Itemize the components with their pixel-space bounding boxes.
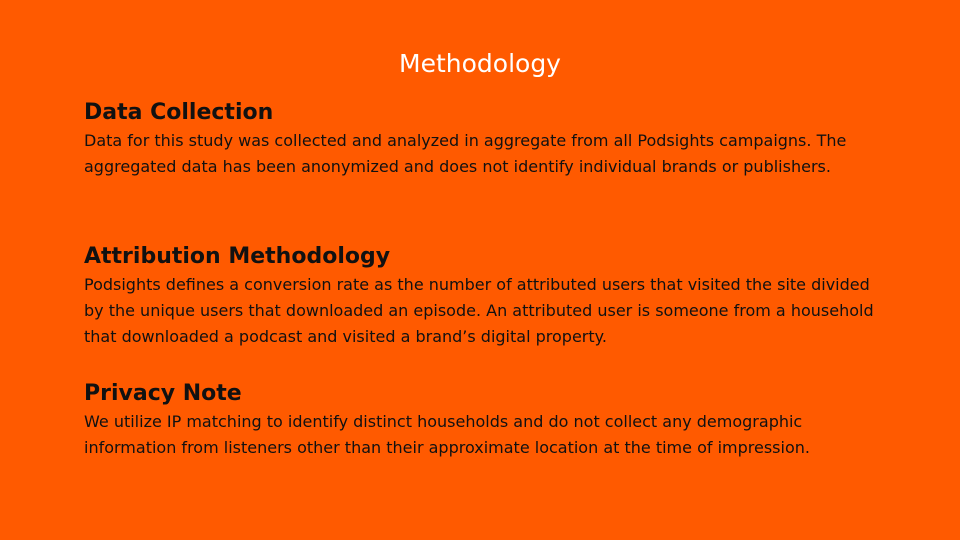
section-body: We utilize IP matching to identify distinct households and do not collect any demographic information from listeners other than their approximate location at the time of impression. <box>84 412 810 457</box>
section-data-collection <box>84 98 884 180</box>
section-heading: Data Collection <box>84 100 274 125</box>
section-attribution-methodology <box>84 242 884 350</box>
section-heading: Privacy Note <box>84 381 242 406</box>
section-privacy-note <box>84 379 884 461</box>
section-body: Podsights defines a conversion rate as the number of attributed users that visited the site divided by the unique users that downloaded an episode. An attributed user is someone from a household that downloaded a podcast and visited a brand’s digital property. <box>84 275 874 346</box>
section-body: Data for this study was collected and analyzed in aggregate from all Podsights campaigns. The aggregated data has been anonymized and does not identify individual brands or publishers. <box>84 131 847 176</box>
section-heading: Attribution Methodology <box>84 244 391 269</box>
page-title: Methodology <box>399 49 561 78</box>
